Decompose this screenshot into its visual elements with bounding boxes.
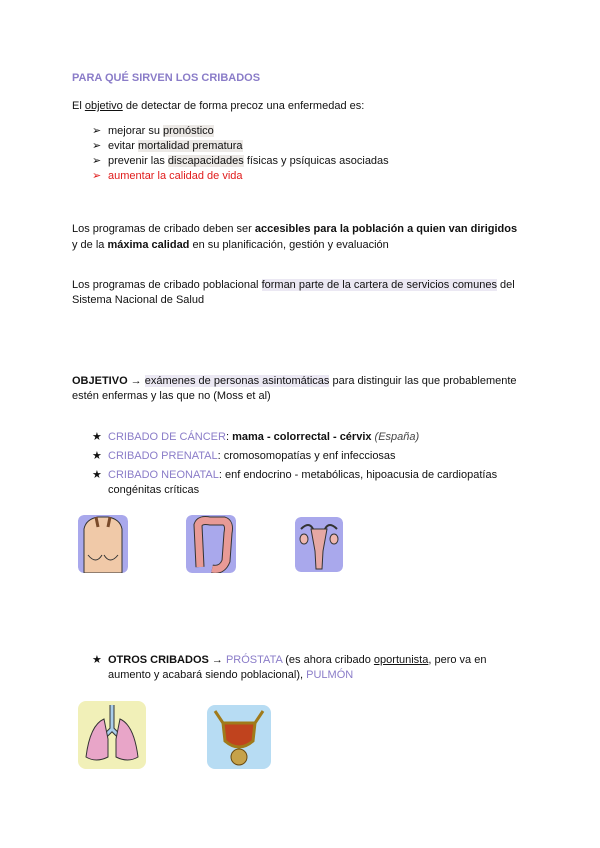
paragraph: Los programas de cribado deben ser accesibles para la población a quien van dirigidos (72, 223, 518, 235)
list-item (0, 124, 600, 139)
arrow-bullet-icon: ➢ (92, 155, 102, 167)
star-bullet-icon: ★ (92, 450, 102, 462)
paragraph: Los programas de cribado poblacional forman parte de la cartera de servicios comunes del (72, 279, 515, 291)
text: evitar mortalidad prematura (108, 140, 243, 152)
text: OTROS CRIBADOS → PRÓSTATA (es ahora cribado oportunista, pero va en (108, 654, 487, 666)
list-item (0, 139, 600, 154)
star-bullet-icon: ★ (92, 469, 102, 481)
prostate-illustration (207, 705, 271, 769)
list-item: CRIBADO PRENATAL: cromosomopatías y enf infecciosas (108, 450, 396, 462)
text: mejorar su pronóstico (108, 125, 214, 137)
objetivo-text: estén enfermas y las que no (Moss et al) (72, 390, 271, 402)
text: El (72, 100, 85, 112)
text: prevenir las discapacidades físicas y psíquicas asociadas (108, 155, 389, 167)
section-title: PARA QUÉ SIRVEN LOS CRIBADOS (72, 72, 261, 84)
arrow-bullet-icon: ➢ (92, 140, 102, 152)
objetivo-text: OBJETIVO → exámenes de personas asintomáticas para distinguir las que probablemente (72, 375, 517, 387)
colon-illustration (186, 515, 236, 573)
text: aumentar la calidad de vida (108, 170, 243, 182)
star-bullet-icon: ★ (92, 654, 102, 666)
arrow-bullet-icon: ➢ (92, 170, 102, 182)
arrow-bullet-icon: ➢ (92, 125, 102, 137)
text: de detectar de forma precoz una enfermedad es: (122, 100, 365, 112)
paragraph: y de la máxima calidad en su planificación, gestión y evaluación (72, 239, 389, 251)
paragraph: Sistema Nacional de Salud (72, 294, 205, 306)
star-bullet-icon: ★ (92, 431, 102, 443)
list-item: CRIBADO DE CÁNCER: mama - colorrectal - cérvix (España) (108, 431, 420, 443)
list-item-continuation: congénitas críticas (108, 484, 200, 496)
list-item (0, 154, 600, 169)
breast-illustration (78, 515, 128, 573)
uterus-illustration (295, 517, 343, 572)
text: aumento y acabará siendo poblacional), PULMÓN (108, 669, 354, 681)
list-item (0, 169, 600, 184)
lungs-illustration (78, 701, 146, 769)
text: objetivo (84, 100, 123, 112)
list-item: CRIBADO NEONATAL: enf endocrino - metabólicas, hipoacusia de cardiopatías (108, 469, 498, 481)
intro-text (72, 99, 364, 114)
